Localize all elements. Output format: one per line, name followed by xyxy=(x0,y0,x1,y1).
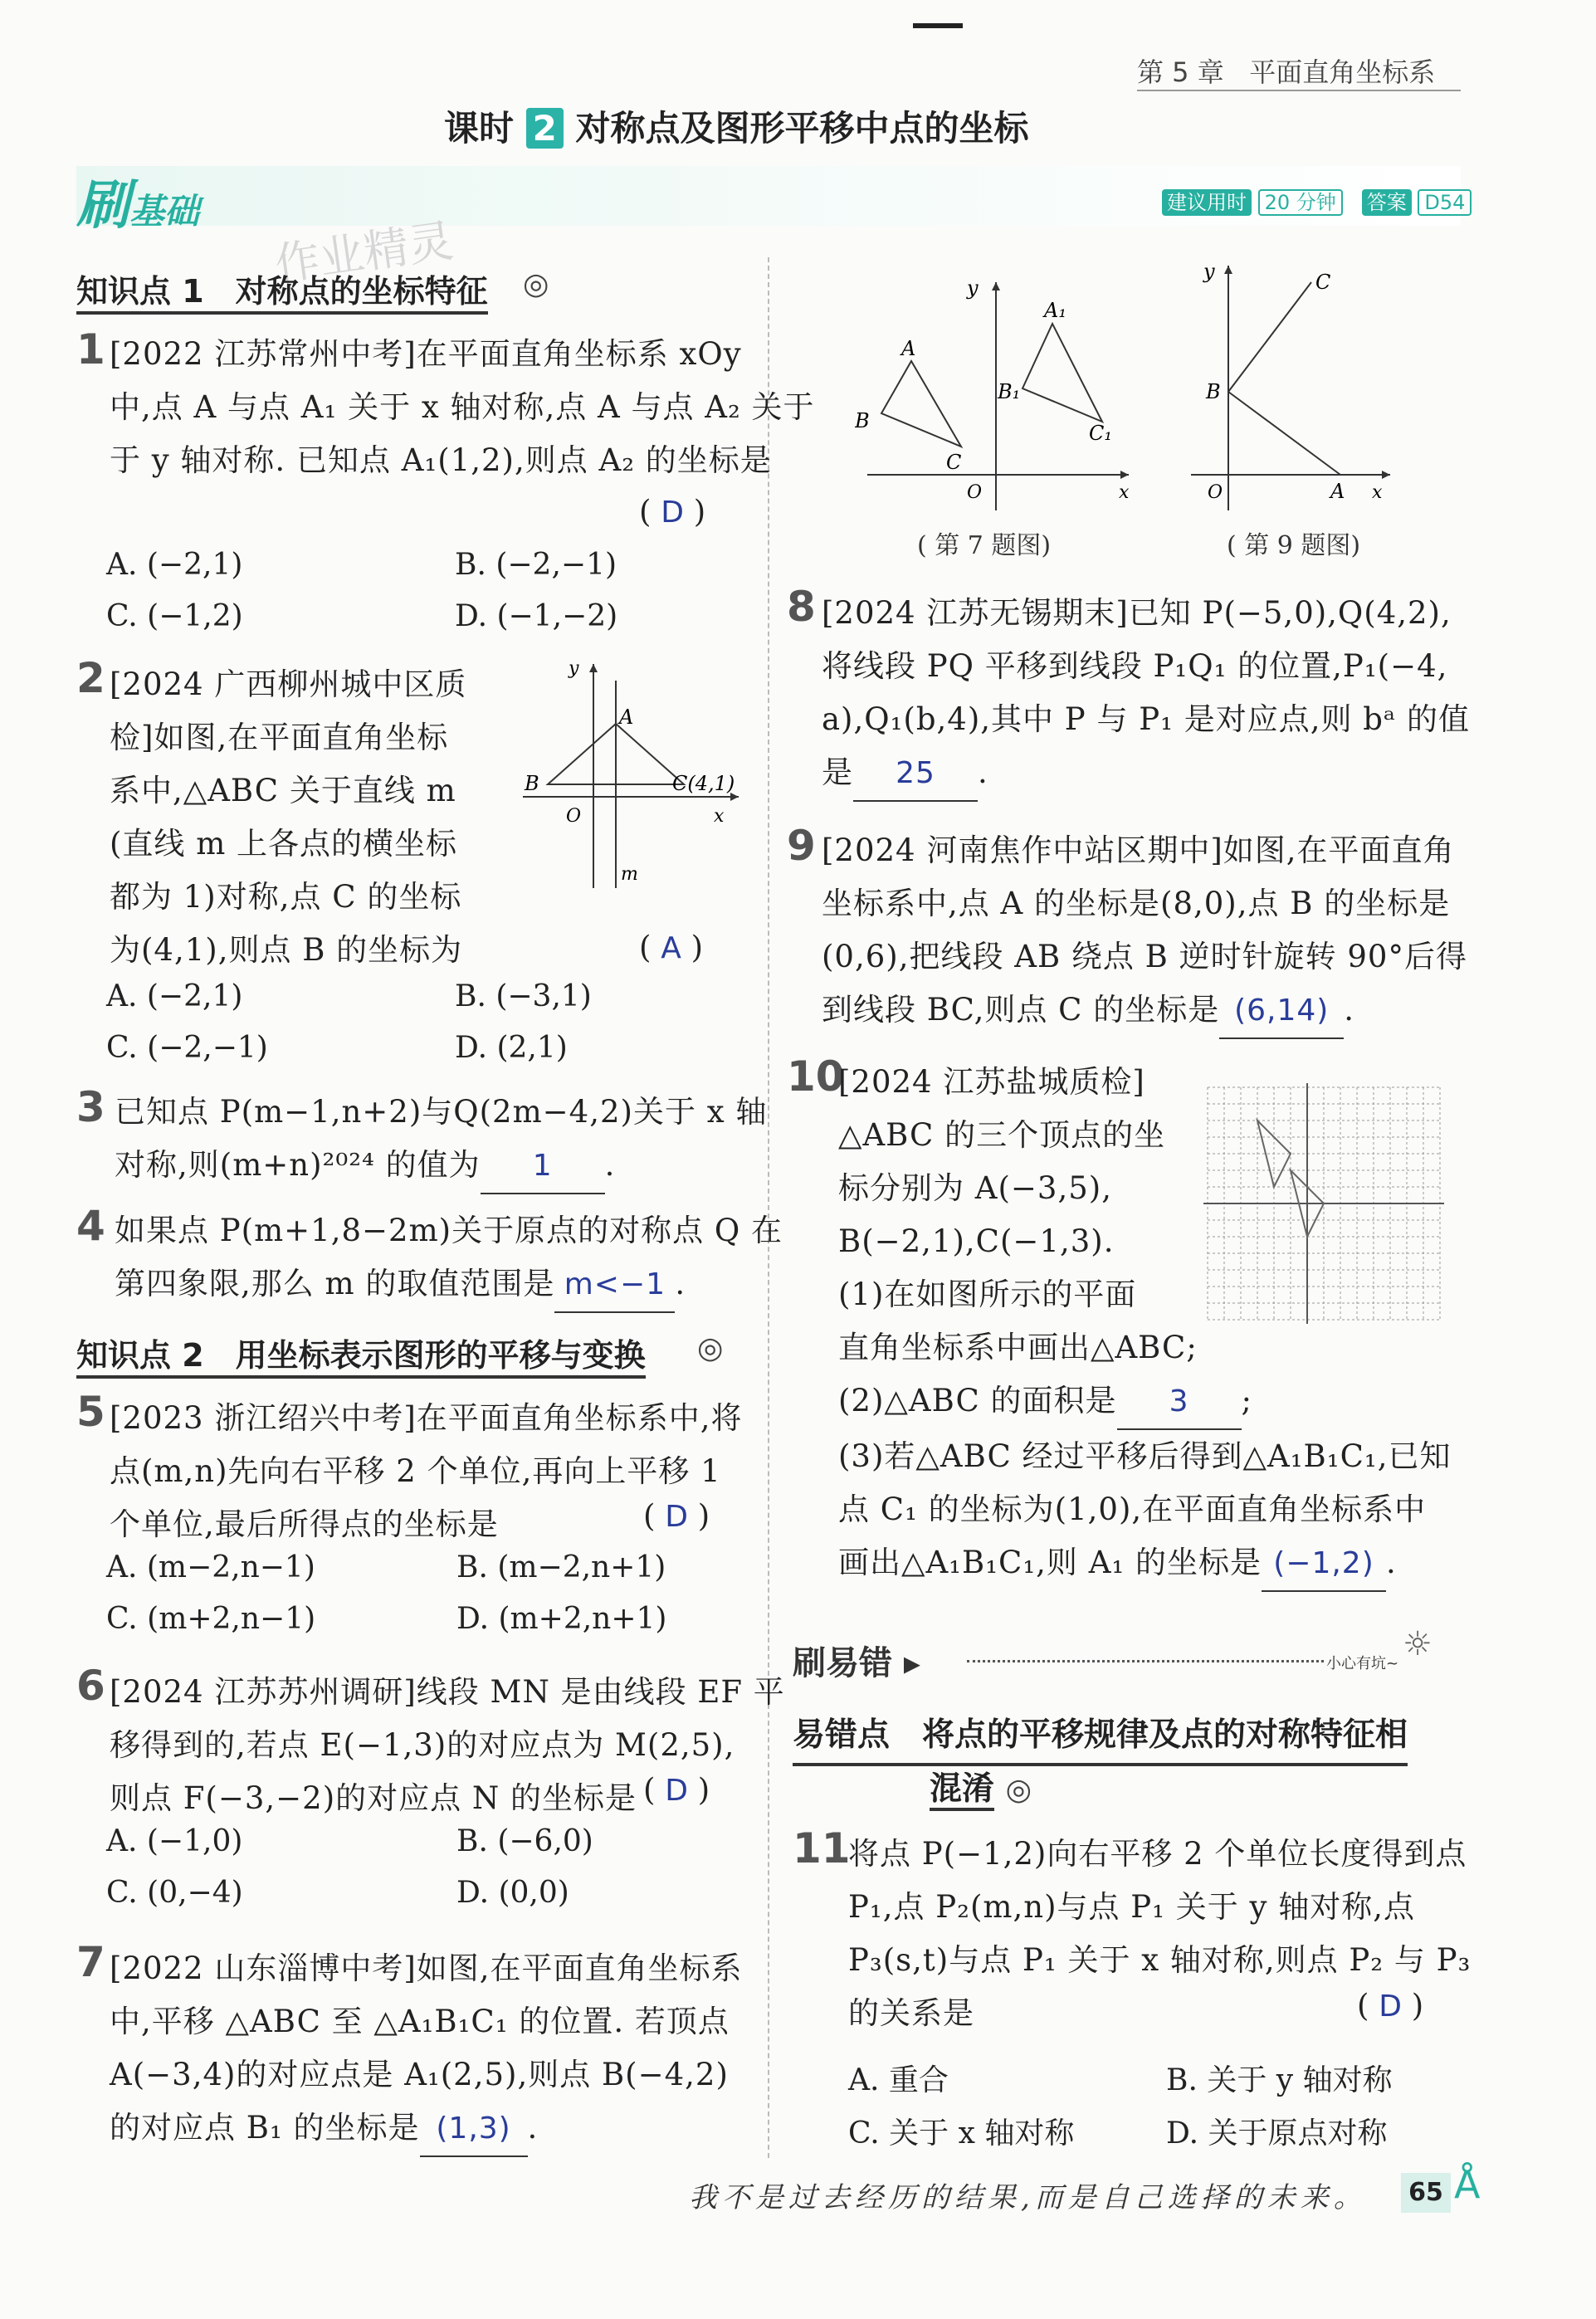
svg-text:C: C xyxy=(1315,271,1331,294)
svg-text:C(4,1): C(4,1) xyxy=(672,772,735,795)
svg-text:C: C xyxy=(946,451,962,474)
q5-option-d: D. (m+2,n+1) xyxy=(456,1602,667,1636)
q3-text: 已知点 P(m−1,n+2)与Q(2m−4,2)关于 x 轴 对称,则(m+n)²⁰²⁴ 的值为 1 . xyxy=(115,1086,767,1194)
question-number: 4 xyxy=(76,1202,105,1250)
question-number: 3 xyxy=(76,1083,105,1131)
figure-9-caption: ( 第 9 题图) xyxy=(1227,531,1361,560)
q6-option-b: B. (−6,0) xyxy=(456,1824,593,1858)
q11-text: 将点 P(−1,2)向右平移 2 个单位长度得到点 P₁,点 P₂(m,n)与点 P₁ 关于 y 轴对称,点 P₃(s,t)与点 P₁ 关于 x 轴对称,则点 P₂ 与 P₃ 的关系是 xyxy=(848,1836,1472,2031)
lesson-number-badge: 2 xyxy=(526,108,564,149)
svg-text:y: y xyxy=(569,658,579,679)
svg-text:x: x xyxy=(714,806,725,827)
q1-option-c: C. (−1,2) xyxy=(106,599,243,633)
target-icon: ◎ xyxy=(523,267,549,301)
svg-text:m: m xyxy=(621,864,638,885)
target-icon: ◎ xyxy=(1005,1773,1032,1807)
svg-text:O: O xyxy=(566,806,582,827)
question-number: 6 xyxy=(76,1662,105,1710)
q6-answer: ( D ) xyxy=(643,1772,710,1808)
q10-answer2-blank: 3 xyxy=(1117,1375,1242,1430)
q1-answer: ( D ) xyxy=(639,494,706,530)
q6-option-c: C. (0,−4) xyxy=(106,1876,243,1910)
easy-wrong-dots xyxy=(967,1660,1324,1662)
q5-option-c: C. (m+2,n−1) xyxy=(106,1602,316,1636)
knowledge-point-2: 知识点 2 用坐标表示图形的平移与变换 xyxy=(76,1330,646,1379)
figure-9 xyxy=(1183,257,1398,515)
watermark: 作业精灵 xyxy=(271,214,456,291)
q8-text: [2024 江苏无锡期末]已知 P(−5,0),Q(4,2), 将线段 PQ 平移到线段 P₁Q₁ 的位置,P₁(−4, a),Q₁(b,4),其中 P 与 P₁ 是对应点,则 bᵃ 的值 是 25 . xyxy=(822,587,1470,802)
q5-option-a: A. (m−2,n−1) xyxy=(106,1550,315,1584)
question-number: 5 xyxy=(76,1388,105,1436)
q7-answer-blank: (1,3) xyxy=(420,2102,528,2157)
svg-text:x: x xyxy=(1119,482,1130,503)
q10-grid-figure xyxy=(1199,1079,1448,1328)
q11-option-b: B. 关于 y 轴对称 xyxy=(1166,2063,1393,2097)
svg-text:A₁: A₁ xyxy=(1044,299,1066,322)
q2-answer: ( A ) xyxy=(639,930,704,965)
q11-option-a: A. 重合 xyxy=(848,2063,949,2097)
q5-option-b: B. (m−2,n+1) xyxy=(456,1550,666,1584)
q6-option-d: D. (0,0) xyxy=(456,1876,569,1910)
svg-text:B: B xyxy=(525,772,539,795)
knowledge-point-1: 知识点 1 对称点的坐标特征 xyxy=(76,266,488,315)
svg-text:B: B xyxy=(1206,380,1221,403)
q2-figure xyxy=(515,656,747,896)
q11-option-d: D. 关于原点对称 xyxy=(1166,2116,1388,2151)
q10-answer3-blank: (−1,2) xyxy=(1262,1537,1386,1592)
question-number: 9 xyxy=(787,822,816,870)
q1-text: [2022 江苏常州中考]在平面直角坐标系 xOy 中,点 A 与点 A₁ 关于 x 轴对称,点 A 与点 A₂ 关于 于 y 轴对称. 已知点 A₁(1,2),则点 A₂ 的坐标是 xyxy=(110,336,815,478)
q6-text: [2024 江苏苏州调研]线段 MN 是由线段 EF 平 移得到的,若点 E(−1,3)的对应点为 M(2,5), 则点 F(−3,−2)的对应点 N 的坐标是 xyxy=(110,1674,785,1816)
q11-option-c: C. 关于 x 轴对称 xyxy=(848,2116,1075,2151)
q6-option-a: A. (−1,0) xyxy=(106,1824,243,1858)
header-rule xyxy=(1137,90,1461,91)
svg-text:O: O xyxy=(967,482,983,503)
chapter-header xyxy=(1137,51,1435,90)
svg-text:B₁: B₁ xyxy=(998,380,1021,403)
q3-answer-blank: 1 xyxy=(481,1140,605,1194)
time-badge: 建议用时 20 分钟 答案 D54 xyxy=(1162,186,1472,215)
page-number: 65 xyxy=(1401,2173,1451,2213)
svg-text:A: A xyxy=(901,337,916,360)
easy-wrong-point: 易错点 将点的平移规律及点的对称特征相 xyxy=(793,1708,1408,1766)
question-number: 10 xyxy=(787,1052,845,1101)
question-number: 11 xyxy=(793,1824,851,1872)
figure-7-caption: ( 第 7 题图) xyxy=(917,531,1052,560)
svg-text:A: A xyxy=(619,705,634,729)
q1-option-d: D. (−1,−2) xyxy=(455,599,618,633)
svg-text:y: y xyxy=(967,276,979,300)
q1-option-b: B. (−2,−1) xyxy=(455,548,617,582)
q2-option-b: B. (−3,1) xyxy=(455,979,592,1013)
q5-answer: ( D ) xyxy=(643,1498,710,1534)
svg-text:y: y xyxy=(1203,260,1215,283)
compass-icon: Å xyxy=(1454,2162,1481,2207)
svg-text:O: O xyxy=(1208,482,1223,503)
q2-option-a: A. (−2,1) xyxy=(106,979,243,1013)
q10-text: [2024 江苏盐城质检] △ABC 的三个顶点的坐 标分别为 A(−3,5), B(−2,1),C(−1,3). (1)在如图所示的平面 直角坐标系中画出△ABC; (2)△ABC 的面积是 3 ; (3)若△ABC 经过平移后得到△A₁B₁C₁,已知 点 C₁ 的坐标为(1,0),在平面直角坐标系中 画出△A₁B₁C₁,则 A₁ 的坐标是 (−1,2) . xyxy=(838,1056,1451,1592)
q9-text: [2024 河南焦作中站区期中]如图,在平面直角 坐标系中,点 A 的坐标是(8,0),点 B 的坐标是 (0,6),把线段 AB 绕点 B 逆时针旋转 90°后得 到线段 BC,则点 C 的坐标是 (6,14) . xyxy=(822,824,1467,1039)
easy-wrong-header: 刷易错 ▸ xyxy=(793,1644,921,1682)
q11-answer: ( D ) xyxy=(1357,1988,1424,2024)
svg-text:C₁: C₁ xyxy=(1089,422,1112,445)
brand-logo: 刷基础 xyxy=(76,175,200,237)
header-mark xyxy=(913,23,963,28)
target-icon: ◎ xyxy=(697,1331,724,1365)
q4-answer-blank: m<−1 xyxy=(554,1258,675,1313)
svg-text:x: x xyxy=(1372,482,1383,503)
q1-option-a: A. (−2,1) xyxy=(106,548,243,582)
q9-answer-blank: (6,14) xyxy=(1219,984,1344,1039)
chapter-title: 平面直角坐标系 xyxy=(1249,56,1436,88)
easy-wrong-note: 小心有坑~ xyxy=(1326,1655,1399,1672)
question-number: 7 xyxy=(76,1938,105,1986)
q7-text: [2022 山东淄博中考]如图,在平面直角坐标系 中,平移 △ABC 至 △A₁B₁C₁ 的位置. 若顶点 A(−3,4)的对应点是 A₁(2,5),则点 B(−4,2) 的对应点 B₁ 的坐标是 (1,3) . xyxy=(110,1942,743,2157)
mascot-icon: ☼ xyxy=(1403,1625,1432,1663)
question-number: 2 xyxy=(76,654,105,702)
question-number: 1 xyxy=(76,325,105,373)
q2-text: [2024 广西柳州城中区质 检]如图,在平面直角坐标 系中,△ABC 关于直线 m (直线 m 上各点的横坐标 都为 1)对称,点 C 的坐标 为(4,1),则点 B 的坐标为 xyxy=(110,666,467,968)
q5-text: [2023 浙江绍兴中考]在平面直角坐标系中,将 点(m,n)先向右平移 2 个单位,再向上平移 1 个单位,最后所得点的坐标是 xyxy=(110,1400,743,1542)
q8-answer-blank: 25 xyxy=(853,747,978,802)
easy-wrong-title: 刷易错 xyxy=(793,1644,892,1682)
svg-text:A: A xyxy=(1330,480,1345,503)
easy-wrong-point-line2: 混淆 ◎ xyxy=(930,1763,1032,1809)
q2-option-c: C. (−2,−1) xyxy=(106,1031,268,1065)
figure-7 xyxy=(855,274,1145,515)
question-number: 8 xyxy=(787,583,816,631)
q4-text: 如果点 P(m+1,8−2m)关于原点的对称点 Q 在 第四象限,那么 m 的取值范围是 m<−1 . xyxy=(115,1204,783,1313)
svg-text:B: B xyxy=(855,409,870,432)
q2-option-d: D. (2,1) xyxy=(455,1031,568,1065)
lesson-title: 课时 2 对称点及图形平移中点的坐标 xyxy=(444,108,1029,149)
chapter-number: 第 5 章 xyxy=(1137,56,1224,88)
footer-motto: 我不是过去经历的结果,而是自己选择的未来。 xyxy=(689,2181,1367,2214)
